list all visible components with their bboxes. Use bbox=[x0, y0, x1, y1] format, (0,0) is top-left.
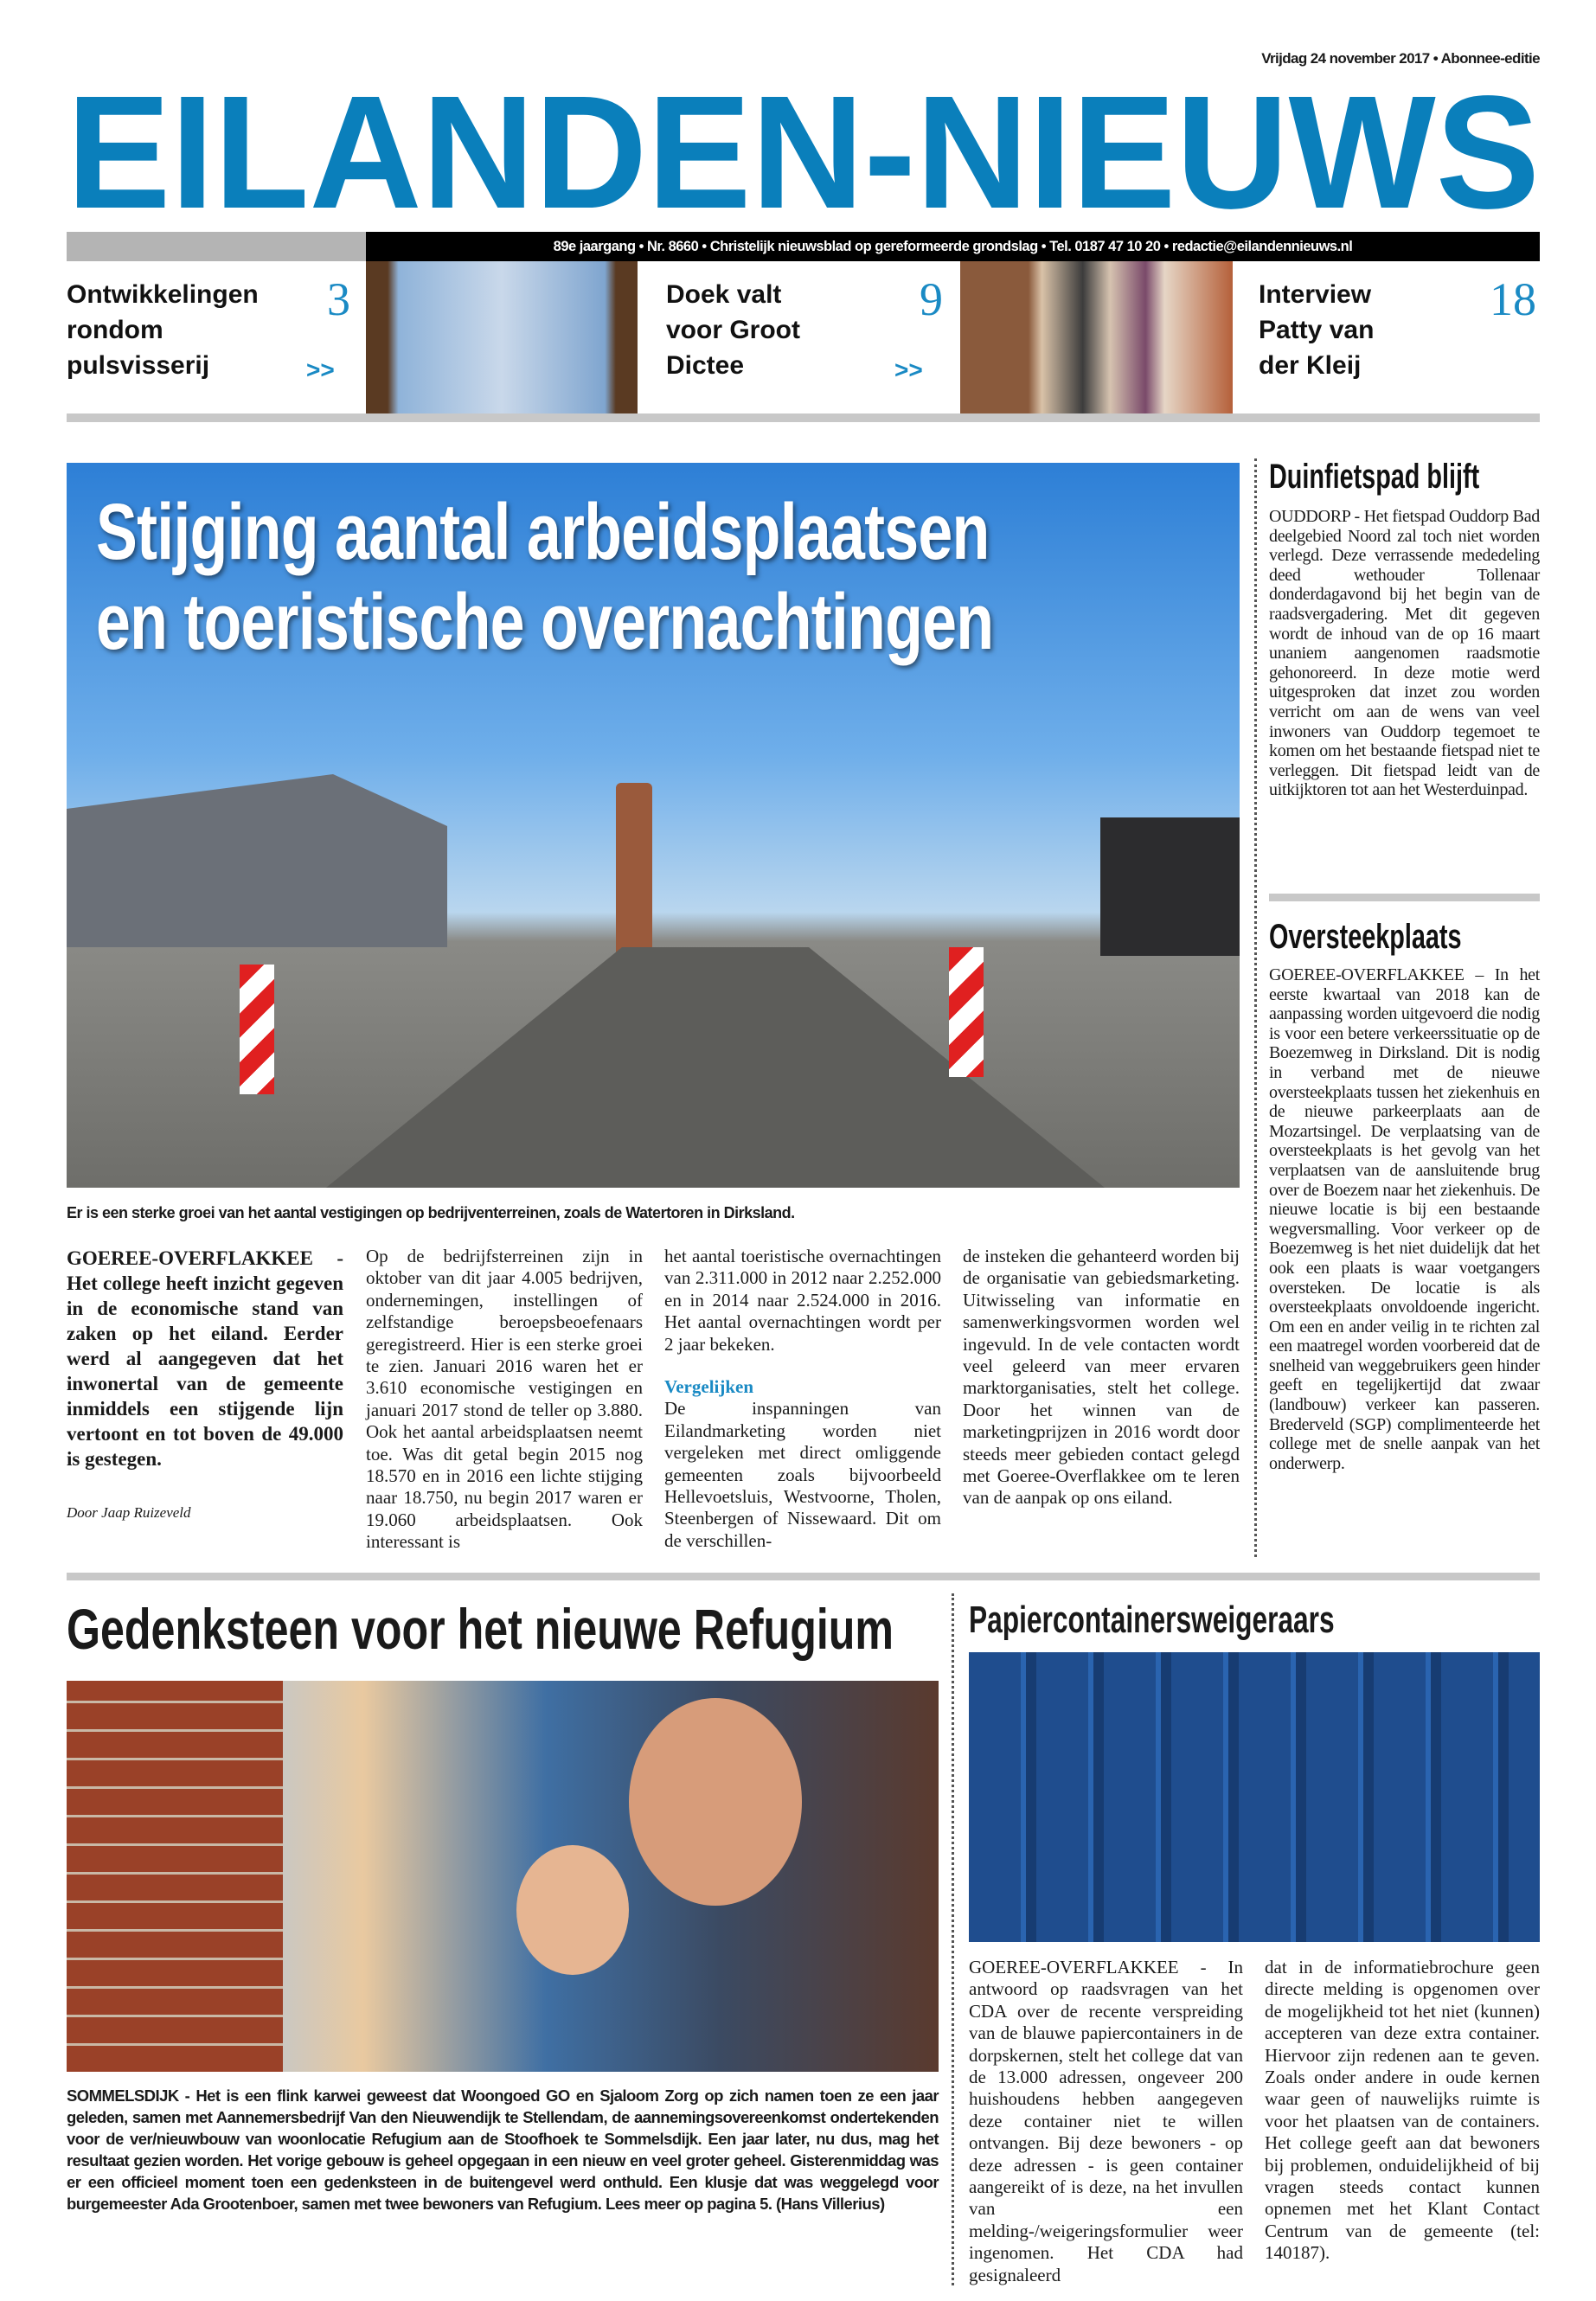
photo-barrier bbox=[240, 965, 274, 1094]
article-lead-column bbox=[67, 1246, 343, 1522]
article-column: Op de bedrijfsterreinen zijn in oktober van dit jaar 4.005 bedrijven, ondernemingen, instellingen of zelfstandige beroepsbeoefenaars geregistreerd. Hier is een sterke groei te zien. Januari 2016 waren het er 3.610 economische vestigingen en januari 2017 stond de teller op 3.880. Ook het aantal arbeidsplaatsen neemt toe. Was dit getal begin 2015 nog 18.570 en in 2016 een lichte stijging naar 18.750, nu begin 2017 waren er 19.060 arbeidsplaatsen. Ook interessant is bbox=[366, 1246, 643, 1553]
teaser-line: Doek valt bbox=[666, 280, 782, 309]
photo-caption: Er is een sterke groei van het aantal vestigingen op bedrijventerreinen, zoals de Watertoren in Dirksland. bbox=[67, 1204, 795, 1221]
teaser-page-number: 3 bbox=[327, 273, 350, 325]
article-title: Papiercontainersweigeraars bbox=[969, 1599, 1335, 1641]
article-column: de insteken die gehanteerd worden bij de organisatie van gebiedsmarketing. Uitwisseling van informatie en samenwerkingsvormen worden wel ingevuld. In de vele contacten wordt veel geleerd van meer ervaren marktorganisaties, stelt het college. Door het winnen van de marketingprijzen in 2016 wordt door steeds meer gebieden contact gelegd met Goeree-Overflakkee om te leren van de aanpak op ons eiland. bbox=[963, 1246, 1240, 1509]
section-divider bbox=[67, 1573, 1540, 1580]
main-headline-line: Stijging aantal arbeidsplaatsen bbox=[96, 488, 990, 576]
teaser-line: Interview bbox=[1259, 280, 1372, 309]
article-title: Duinfietspad blijft bbox=[1269, 458, 1480, 496]
teaser-image-speaker[interactable] bbox=[960, 261, 1233, 420]
photo-building bbox=[67, 774, 447, 947]
teaser-groot-dictee[interactable] bbox=[666, 277, 800, 383]
teaser-page-number: 9 bbox=[920, 273, 943, 325]
byline: Door Jaap Ruizeveld bbox=[67, 1504, 191, 1521]
newspaper-logo[interactable] bbox=[67, 90, 1540, 211]
teaser-pulsvisserij[interactable] bbox=[67, 277, 259, 383]
divider bbox=[1269, 894, 1540, 901]
teaser-line: der Kleij bbox=[1259, 351, 1362, 380]
article-text: De inspanningen van Eilandmarketing worden niet vergeleken met direct omliggende gemeenten zoals bijvoorbeeld Hellevoetsluis, Westvoorne, Tholen, Steenbergen of Nissewaard. Dit om de verschillen- bbox=[664, 1398, 941, 1551]
teaser-arrow-icon[interactable]: >> bbox=[306, 356, 335, 383]
photo-building bbox=[1100, 817, 1240, 956]
photo-person bbox=[629, 1698, 802, 1906]
article-column bbox=[664, 1246, 941, 1552]
article-lead: GOEREE-OVERFLAKKEE - Het college heeft inzicht gegeven in de economische stand van zaken op het eiland. Eerder werd al aangegeven dat het inwonertal van de gemeente inmiddels een stijgende lijn vertoont en tot boven de 49.000 is gestegen. bbox=[67, 1247, 343, 1470]
teaser-line: Patty van bbox=[1259, 316, 1375, 344]
info-bar: 89e jaargang • Nr. 8660 • Christelijk nieuwsblad op gereformeerde grondslag • Tel. 0187 47 10 20 • redactie@eilandennieuws.nl bbox=[366, 232, 1540, 261]
info-bar-accent bbox=[67, 232, 366, 261]
article-text: GOEREE-OVERFLAKKEE – In het eerste kwartaal van 2018 kan de aanpassing worden uitgevoerd die nodig is voor een betere verkeerssituatie op de Boezemweg in Dirksland. Dit is nodig in verband met de nieuwe oversteekplaats tussen het ziekenhuis en de nieuwe parkeerplaats aan de Mozartsingel. De verplaatsing van de oversteekplaats is het gevolg van het verplaatsen van de aansluitende brug over de Boezem naar het ziekenhuis. De nieuwe locatie is bij een bestaande wegversmalling. Voor verkeer op de Boezemweg is het niet duidelijk dat het ook een plaats is waar voetgangers oversteken. De locatie is als oversteekplaats onvoldoende ingericht. Om een en ander veilig in te richten zal een maatregel worden voorbereid dat de snelheid van weggebruikers geen hinder geeft en tegelijkertijd dat zwaar (landbouw) verkeer kan passeren. Brederveld (SGP) complimenteerde het college met de snelle aanpak van het onderwerp. bbox=[1269, 965, 1540, 1473]
photo-gedenksteen[interactable] bbox=[67, 1681, 939, 2072]
date-line: Vrijdag 24 november 2017 • Abonnee-editie bbox=[1261, 50, 1540, 67]
teaser-line: Dictee bbox=[666, 351, 745, 380]
divider bbox=[67, 413, 1540, 422]
photo-road bbox=[326, 947, 1105, 1188]
main-photo-watertoren[interactable] bbox=[67, 463, 1240, 1188]
sidebar-article-duinfietspad bbox=[1269, 457, 1540, 800]
teaser-image-fishing-net[interactable] bbox=[366, 261, 638, 420]
main-headline-line: en toeristische overnachtingen bbox=[96, 578, 994, 666]
photo-barrier bbox=[949, 947, 984, 1077]
sidebar-article-oversteekplaats bbox=[1269, 917, 1540, 1473]
teaser-arrow-icon[interactable]: >> bbox=[894, 356, 923, 383]
photo-person bbox=[516, 1845, 629, 1975]
logo-text: EILANDEN-NIEUWS bbox=[67, 90, 1540, 211]
article-text: het aantal toeristische overnachtingen van 2.311.000 in 2012 naar 2.252.000 en in 2014 naar 2.524.000 in 2016. Het aantal overnachtingen wordt per 2 jaar bekeken. bbox=[664, 1246, 941, 1355]
article-subhead: Vergelijken bbox=[664, 1376, 754, 1398]
article-text: OUDDORP - Het fietspad Ouddorp Bad deelgebied Noord zal toch niet worden verlegd. Deze verrassende mededeling deed wethouder Tollenaar donderdagavond bij het begin van de raadsvergadering. Met dit gegeven wordt de inhoud van de op 16 maart unaniem aangenomen raadsmotie gehonoreerd. In deze motie werd uitgesproken dat inzet zou worden verricht om aan de wens van veel inwoners van Ouddorp tegemoet te komen om het bestaande fietspad niet te verleggen. Dit fietspad leidt van de uitkijktoren tot aan het Westerduinpad. bbox=[1269, 507, 1540, 800]
teaser-line: Ontwikkelingen bbox=[67, 280, 259, 309]
teaser-line: rondom bbox=[67, 316, 163, 344]
article-title: Gedenksteen voor het nieuwe Refugium bbox=[67, 1597, 894, 1661]
teaser-page-number: 18 bbox=[1490, 273, 1536, 325]
photo-caption: SOMMELSDIJK - Het is een flink karwei geweest dat Woongoed GO en Sjaloom Zorg op zich namen toen ze een jaar geleden, samen met Aannemersbedrijf Van den Nieuwendijk te Stellendam, de aannemingsovereenkomst ondertekenden voor de ver/nieuwbouw van woonlocatie Refugium aan de Stoofhoek te Sommelsdijk. Een jaar later, nu dus, mag het resultaat gezien worden. Het vorige gebouw is geheel opgegaan in een nieuw en veel groter geheel. Gisterenmiddag was er een officieel moment toen een gedenksteen in de buitengevel werd onthuld. Een klusje dat was weggelegd voor burgemeester Ada Grootenboer, samen met twee bewoners van Refugium. Lees meer op pagina 5. (Hans Villerius) bbox=[67, 2086, 939, 2213]
column-divider bbox=[1254, 458, 1257, 1557]
photo-brick-wall bbox=[67, 1681, 283, 2072]
teaser-line: voor Groot bbox=[666, 316, 800, 344]
article-title: Oversteekplaats bbox=[1269, 918, 1462, 956]
article-column: GOEREE-OVERFLAKKEE - In antwoord op raadsvragen van het CDA over de recente verspreiding van de blauwe papiercontainers in de dorpskernen, stelt het college dat van de 13.000 adressen, ongeveer 200 huishoudens hebben aangegeven deze container niet te willen ontvangen. Bij deze bewoners - op deze adressen - is geen container aangereikt of is deze, na het invullen van een melding-/weigeringsformulier weer ingenomen. Het CDA had gesignaleerd bbox=[969, 1957, 1243, 2285]
photo-water-tower bbox=[616, 783, 652, 956]
teaser-line: pulsvisserij bbox=[67, 351, 210, 380]
column-divider bbox=[952, 1593, 954, 2285]
photo-paper-containers[interactable] bbox=[969, 1652, 1540, 1942]
article-column: dat in de informatiebrochure geen directe melding is opgenomen over de mogelijkheid tot het niet (kunnen) accepteren van deze extra container. Hiervoor zijn redenen aan te geven. Zoals onder andere in oude kernen waar geen of nauwelijks ruimte is voor het plaatsen van de containers. Het college geeft aan dat bewoners bij problemen, onduidelijkheid of bij vragen steeds contact kunnen opnemen met het Klant Contact Centrum van de gemeente (tel: 140187). bbox=[1265, 1957, 1540, 2264]
teaser-interview[interactable] bbox=[1259, 277, 1374, 383]
